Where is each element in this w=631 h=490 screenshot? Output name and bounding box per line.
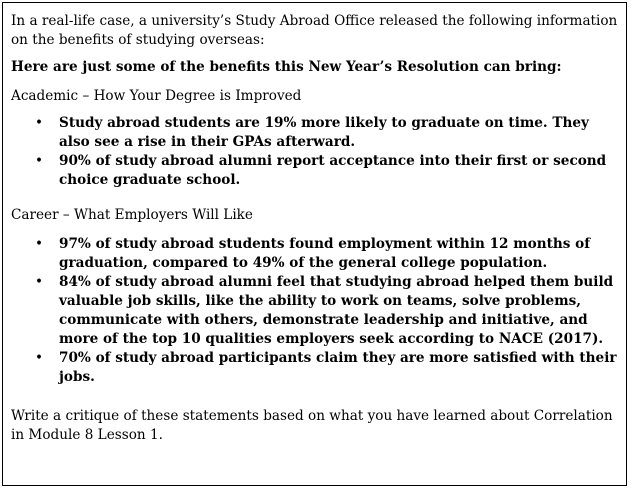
bullet-icon: • xyxy=(35,236,44,252)
section-heading-career: Career – What Employers Will Like xyxy=(11,207,253,223)
list-item xyxy=(11,349,618,387)
list-item-text: Study abroad students are 19% more likely to graduate on time. They also see a rise in their GPAs afterward. xyxy=(59,115,589,150)
bullet-icon: • xyxy=(35,274,44,290)
academic-bullet-list xyxy=(11,114,618,190)
list-item-text: 84% of study abroad alumni feel that studying abroad helped them build valuable job skills, like the ability to work on teams, solve problems, communicate with others, demonstrate leadership and initiative, and more of the top 10 qualities employers seek according to NACE (2017). xyxy=(59,274,614,347)
bullet-icon: • xyxy=(35,350,44,366)
bullet-icon: • xyxy=(35,153,44,169)
list-item xyxy=(11,235,618,273)
list-item xyxy=(11,114,618,152)
list-item-text: 90% of study abroad alumni report acceptance into their first or second choice graduate school. xyxy=(59,153,607,188)
list-item-text: 97% of study abroad students found employment within 12 months of graduation, compared to 49% of the general college population. xyxy=(59,236,591,271)
list-item xyxy=(11,273,618,349)
list-item-text: 70% of study abroad participants claim they are more satisfied with their jobs. xyxy=(59,350,617,385)
closing-instruction: Write a critique of these statements based on what you have learned about Correlation in Module 8 Lesson 1. xyxy=(11,408,613,443)
section-heading-academic: Academic – How Your Degree is Improved xyxy=(11,88,302,104)
intro-paragraph: In a real-life case, a university’s Study Abroad Office released the following information on the benefits of studying overseas: xyxy=(11,13,618,48)
bullet-icon: • xyxy=(35,115,44,131)
list-item xyxy=(11,152,618,190)
career-bullet-list xyxy=(11,235,618,387)
document-frame xyxy=(2,2,627,486)
lead-paragraph: Here are just some of the benefits this New Year’s Resolution can bring: xyxy=(11,59,562,75)
